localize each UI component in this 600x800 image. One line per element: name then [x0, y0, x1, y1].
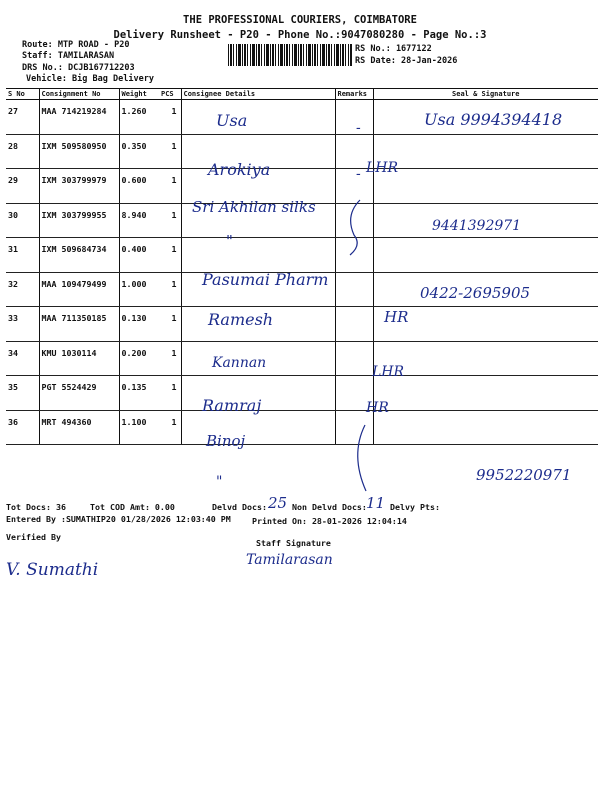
row-sno: 31 — [6, 238, 39, 273]
table-row — [6, 376, 598, 411]
row-consignment-no: IXM 509580950 — [39, 134, 119, 169]
row-consignment-no: MAA 109479499 — [39, 272, 119, 307]
handwritten-seal: HR — [384, 308, 409, 326]
handwritten-consignee: Sri Akhilan silks — [192, 198, 316, 216]
row-pcs: 1 — [159, 203, 181, 238]
table-row — [6, 341, 598, 376]
row-sno: 29 — [6, 169, 39, 204]
row-seal-cell — [373, 169, 598, 204]
table-header-row — [6, 89, 598, 100]
handwritten-consignee: " — [216, 474, 223, 490]
total-docs: Tot Docs: 36 — [6, 502, 66, 512]
row-consignee-cell — [181, 238, 335, 273]
staff-label: Staff: TAMILARASAN — [22, 51, 115, 61]
row-consignment-no: PGT 5524429 — [39, 376, 119, 411]
handwritten-consignee: Kannan — [212, 355, 267, 371]
handwritten-consignee: Ramraj — [202, 396, 262, 415]
non-delivered-value: 11 — [366, 494, 386, 512]
entered-by: Entered By :SUMATHIP20 01/28/2026 12:03:40 PM — [6, 514, 231, 524]
table-row — [6, 238, 598, 273]
row-seal-cell — [373, 238, 598, 273]
table-row — [6, 410, 598, 445]
delivery-points-label: Delvy Pts: — [390, 502, 440, 512]
row-weight: 1.100 — [119, 410, 159, 445]
handwritten-consignee: Ramesh — [208, 310, 274, 329]
row-sno: 32 — [6, 272, 39, 307]
row-weight: 1.260 — [119, 100, 159, 135]
row-pcs: 1 — [159, 100, 181, 135]
staff-signature: Tamilarasan — [246, 552, 333, 568]
verifier-signature: V. Sumathi — [6, 560, 99, 580]
handwritten-consignee: " — [226, 232, 233, 250]
runsheet-table — [6, 88, 598, 445]
remarks-brace — [340, 195, 370, 495]
delivered-docs-label: Delvd Docs: — [212, 502, 267, 512]
row-consignment-no: MAA 714219284 — [39, 100, 119, 135]
delivered-docs-value: 25 — [268, 494, 288, 512]
row-sno: 30 — [6, 203, 39, 238]
row-consignment-no: IXM 303799979 — [39, 169, 119, 204]
verified-by-label: Verified By — [6, 532, 61, 542]
handwritten-consignee: Usa — [216, 111, 248, 130]
row-weight: 0.130 — [119, 307, 159, 342]
row-pcs: 1 — [159, 169, 181, 204]
row-sno: 33 — [6, 307, 39, 342]
row-seal-cell — [373, 134, 598, 169]
non-delivered-label: Non Delvd Docs: — [292, 502, 367, 512]
row-weight: 0.200 — [119, 341, 159, 376]
row-pcs: 1 — [159, 307, 181, 342]
row-consignee-cell — [181, 100, 335, 135]
handwritten-remark: - — [356, 120, 361, 136]
row-consignment-no: IXM 303799955 — [39, 203, 119, 238]
handwritten-seal: 0422-2695905 — [420, 284, 531, 302]
row-seal-cell — [373, 410, 598, 445]
row-weight: 0.600 — [119, 169, 159, 204]
row-consignment-no: MRT 494360 — [39, 410, 119, 445]
route-label: Route: MTP ROAD - P20 — [22, 40, 130, 50]
company-title: THE PROFESSIONAL COURIERS, COIMBATORE — [183, 14, 417, 26]
row-sno: 27 — [6, 100, 39, 135]
handwritten-seal: 9952220971 — [476, 466, 572, 484]
handwritten-seal: LHR — [372, 364, 405, 380]
rs-number: RS No.: 1677122 — [355, 44, 432, 54]
col-consignment: Consignment No — [39, 89, 119, 100]
table-row — [6, 134, 598, 169]
row-seal-cell — [373, 341, 598, 376]
printed-on: Printed On: 28-01-2026 12:04:14 — [252, 516, 407, 526]
vehicle-label: Vehicle: Big Bag Delivery — [26, 74, 154, 84]
rs-date: RS Date: 28-Jan-2026 — [355, 56, 458, 66]
drs-number: DRS No.: DCJB167712203 — [22, 63, 135, 73]
row-consignment-no: IXM 509684734 — [39, 238, 119, 273]
handwritten-seal: 9441392971 — [432, 218, 522, 234]
col-remarks: Remarks — [335, 89, 373, 100]
row-pcs: 1 — [159, 238, 181, 273]
row-weight: 0.135 — [119, 376, 159, 411]
col-weight: Weight — [119, 89, 159, 100]
table-row — [6, 307, 598, 342]
row-sno: 35 — [6, 376, 39, 411]
row-weight: 1.000 — [119, 272, 159, 307]
row-weight: 8.940 — [119, 203, 159, 238]
row-pcs: 1 — [159, 410, 181, 445]
handwritten-seal: Usa 9994394418 — [424, 110, 563, 129]
row-consignee-cell — [181, 410, 335, 445]
staff-signature-label: Staff Signature — [256, 538, 331, 548]
row-consignment-no: MAA 711350185 — [39, 307, 119, 342]
row-weight: 0.400 — [119, 238, 159, 273]
barcode — [228, 44, 352, 66]
col-pcs: PCS — [159, 89, 181, 100]
row-remarks-cell — [335, 100, 373, 135]
row-sno: 36 — [6, 410, 39, 445]
handwritten-seal: LHR — [366, 160, 399, 176]
col-seal-signature: Seal & Signature — [373, 89, 598, 100]
col-consignee: Consignee Details — [181, 89, 335, 100]
runsheet-subtitle: Delivery Runsheet - P20 - Phone No.:9047080280 - Page No.:3 — [113, 29, 487, 41]
row-pcs: 1 — [159, 134, 181, 169]
row-seal-cell — [373, 376, 598, 411]
row-pcs: 1 — [159, 341, 181, 376]
handwritten-consignee: Arokiya — [208, 160, 271, 179]
row-pcs: 1 — [159, 272, 181, 307]
handwritten-remark: - — [356, 166, 361, 182]
total-cod: Tot COD Amt: 0.00 — [90, 502, 175, 512]
row-sno: 34 — [6, 341, 39, 376]
row-consignment-no: KMU 1030114 — [39, 341, 119, 376]
row-sno: 28 — [6, 134, 39, 169]
handwritten-consignee: Pasumai Pharm — [202, 270, 329, 289]
handwritten-seal: HR — [366, 400, 389, 416]
row-weight: 0.350 — [119, 134, 159, 169]
col-sno: S No — [6, 89, 39, 100]
handwritten-consignee: Binoj — [206, 432, 246, 450]
row-pcs: 1 — [159, 376, 181, 411]
